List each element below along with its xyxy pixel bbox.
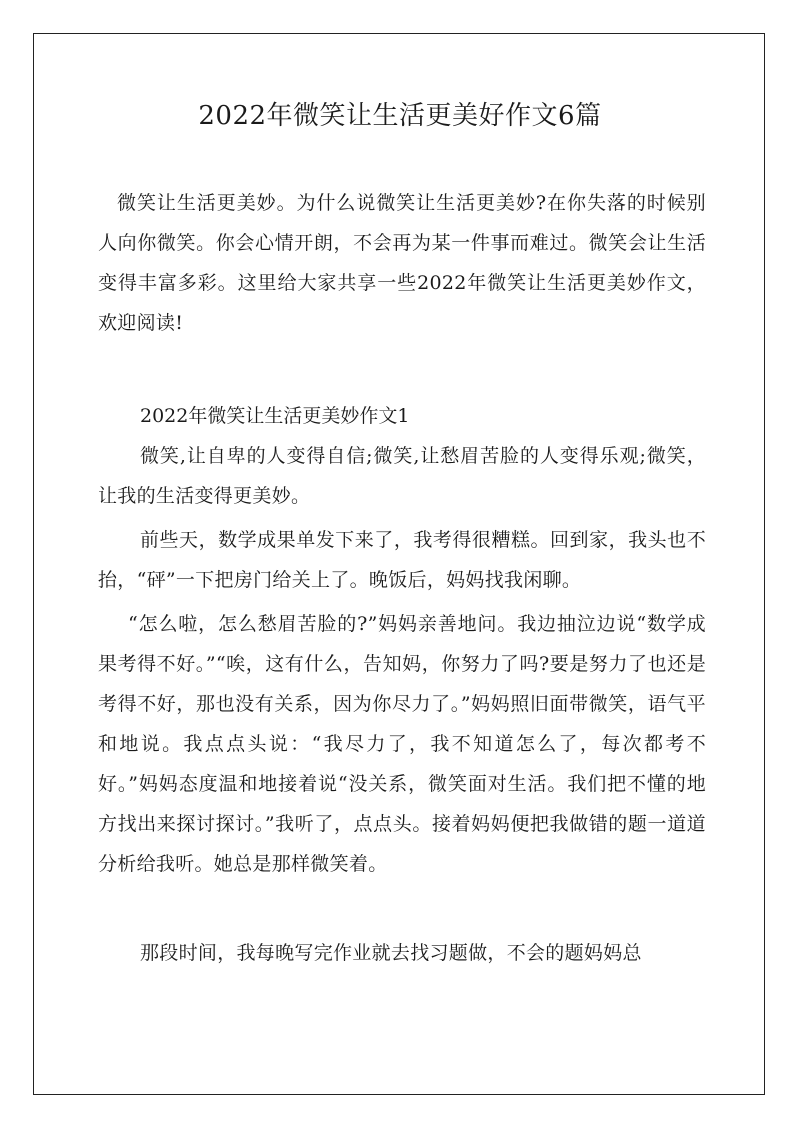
body-paragraph-2: 前些天，数学成果单发下来了，我考得很糟糕。回到家，我头也不抬，“砰”一下把房门给关上了。晚饭后，妈妈找我闲聊。 [98, 529, 706, 591]
document-title: 2022年微笑让生活更美好作文6篇 [198, 101, 602, 131]
body-paragraph-4: 那段时间，我每晚写完作业就去找习题做，不会的题妈妈总 [140, 942, 642, 964]
body-paragraph-1: 微笑,让自卑的人变得自信;微笑,让愁眉苦脸的人变得乐观;微笑，让我的生活变得更美妙。 [98, 445, 706, 507]
section-heading: 2022年微笑让生活更美妙作文1 [140, 405, 410, 427]
intro-paragraph: 微笑让生活更美妙。为什么说微笑让生活更美妙?在你失落的时候别人向你微笑。你会心情开朗，不会再为某一件事而难过。微笑会让生活变得丰富多彩。这里给大家共享一些2022年微笑让生活更美妙作文，欢迎阅读! [98, 192, 706, 334]
body-paragraph-3: “怎么啦，怎么愁眉苦脸的?”妈妈亲善地问。我边抽泣边说“数学成果考得不好。”“唉，这有什么，告知妈，你努力了吗?要是努力了也还是考得不好，那也没有关系，因为你尽力了。”妈妈照旧面带微笑，语气平和地说。我点点头说：“我尽力了，我不知道怎么了，每次都考不好。”妈妈态度温和地接着说“没关系，微笑面对生活。我们把不懂的地方找出来探讨探讨。”我听了，点点头。接着妈妈便把我做错的题一道道分析给我听。她总是那样微笑着。 [98, 613, 706, 875]
